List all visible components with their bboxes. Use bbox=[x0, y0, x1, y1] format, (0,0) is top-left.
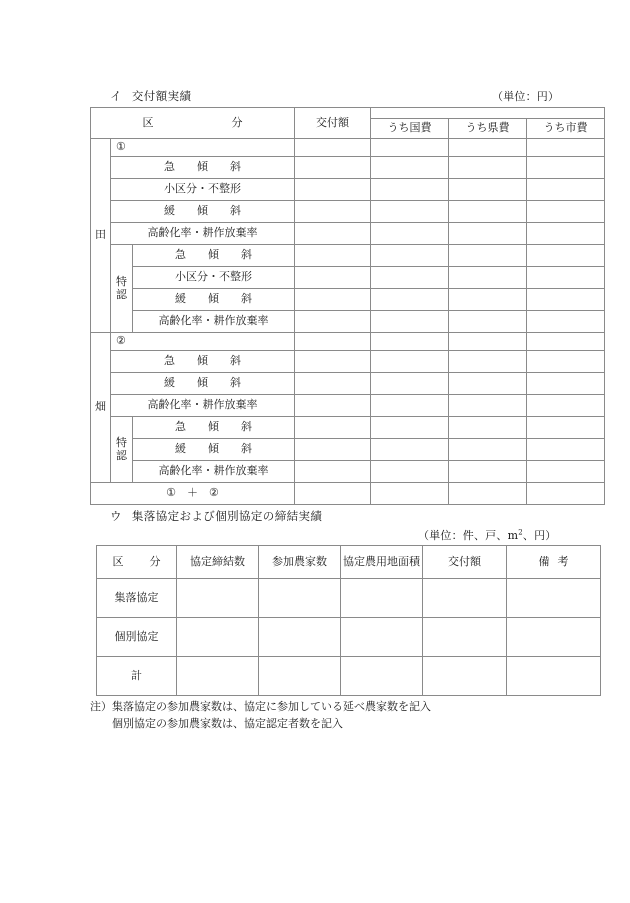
cell-nouka-su[interactable] bbox=[259, 618, 341, 657]
row-label: 高齢化率・耕作放棄率 bbox=[133, 461, 295, 483]
table-row bbox=[91, 267, 605, 289]
section-b-marker: イ bbox=[110, 89, 122, 103]
cell-kokuhi[interactable] bbox=[371, 245, 449, 267]
cell-nouka-su-total[interactable] bbox=[259, 657, 341, 696]
header-uchi-kokuhi: うち国費 bbox=[371, 119, 449, 139]
table-row bbox=[91, 461, 605, 483]
cell-kokuhi[interactable] bbox=[371, 267, 449, 289]
cell-kofu[interactable] bbox=[423, 579, 507, 618]
cell-kofu[interactable] bbox=[295, 139, 371, 157]
cell-kokuhi[interactable] bbox=[371, 311, 449, 333]
cell-kofu[interactable] bbox=[295, 333, 371, 351]
cell-kokuhi[interactable] bbox=[371, 157, 449, 179]
cell-kokuhi[interactable] bbox=[371, 223, 449, 245]
row-label: 小区分・不整形 bbox=[111, 179, 295, 201]
cell-shihi[interactable] bbox=[527, 439, 605, 461]
total-row-label: ① ＋ ② bbox=[91, 483, 295, 505]
cell-kokuhi-total[interactable] bbox=[371, 483, 449, 505]
cell-kofu[interactable] bbox=[295, 439, 371, 461]
table-row bbox=[91, 395, 605, 417]
footnote-line-2-wrapper bbox=[90, 715, 431, 732]
cell-kofu[interactable] bbox=[295, 289, 371, 311]
cell-kokuhi[interactable] bbox=[371, 395, 449, 417]
special-label-top: 特 bbox=[116, 274, 127, 288]
table-row bbox=[97, 618, 601, 657]
table-header-row-1 bbox=[91, 108, 605, 119]
cell-kokuhi[interactable] bbox=[371, 179, 449, 201]
row-label: 高齢化率・耕作放棄率 bbox=[111, 395, 295, 417]
cell-shihi[interactable] bbox=[527, 373, 605, 395]
cell-kokuhi[interactable] bbox=[371, 139, 449, 157]
section-b-unit-note: （単位：円） bbox=[492, 90, 560, 103]
special-label-ta bbox=[111, 245, 133, 333]
table-row bbox=[91, 157, 605, 179]
cell-shihi[interactable] bbox=[527, 417, 605, 439]
table-row bbox=[91, 311, 605, 333]
cell-kokuhi[interactable] bbox=[371, 289, 449, 311]
header-kofu-gaku: 交付額 bbox=[423, 546, 507, 579]
header-subsidy-spacer bbox=[371, 108, 605, 119]
row-label: 緩 傾 斜 bbox=[111, 201, 295, 223]
section-c-title: 集落協定および個別協定の締結実績 bbox=[131, 509, 323, 523]
cell-biko[interactable] bbox=[507, 579, 601, 618]
special-label-top: 特 bbox=[116, 435, 127, 449]
footnotes bbox=[90, 698, 431, 732]
cell-kenhi[interactable] bbox=[449, 311, 527, 333]
header-kubun-right: 分 bbox=[231, 115, 243, 129]
row-label: 急 傾 斜 bbox=[133, 245, 295, 267]
header-kyotei-nouyouchi-menseki: 協定農用地面積 bbox=[341, 546, 423, 579]
cell-kofu[interactable] bbox=[295, 157, 371, 179]
cell-kofu[interactable] bbox=[295, 395, 371, 417]
table-row bbox=[91, 439, 605, 461]
table-total-row bbox=[91, 483, 605, 505]
cell-kofu[interactable] bbox=[295, 351, 371, 373]
cell-kofu[interactable] bbox=[295, 179, 371, 201]
row-label: 緩 傾 斜 bbox=[133, 289, 295, 311]
table-row bbox=[91, 245, 605, 267]
header-uchi-kenhi: うち県費 bbox=[449, 119, 527, 139]
section-b-heading bbox=[110, 88, 191, 104]
cell-teiketsu-su[interactable] bbox=[177, 579, 259, 618]
cell-nouka-su[interactable] bbox=[259, 579, 341, 618]
group-label-ta: 田 bbox=[91, 139, 111, 333]
table-row bbox=[91, 417, 605, 439]
cell-kofu-total[interactable] bbox=[295, 483, 371, 505]
table-row bbox=[91, 289, 605, 311]
header-kubun-left: 区 bbox=[142, 115, 154, 129]
cell-menseki[interactable] bbox=[341, 618, 423, 657]
header-kubun: 区 分 bbox=[97, 546, 177, 579]
cell-biko[interactable] bbox=[507, 618, 601, 657]
cell-kenhi[interactable] bbox=[449, 461, 527, 483]
cell-kenhi[interactable] bbox=[449, 373, 527, 395]
table-header-row bbox=[97, 546, 601, 579]
row-label: 高齢化率・耕作放棄率 bbox=[111, 223, 295, 245]
cell-kokuhi[interactable] bbox=[371, 439, 449, 461]
cell-kofu[interactable] bbox=[295, 417, 371, 439]
cell-kokuhi[interactable] bbox=[371, 201, 449, 223]
row-label-kobetsu-kyotei: 個別協定 bbox=[97, 618, 177, 657]
cell-kofu[interactable] bbox=[295, 223, 371, 245]
table-row bbox=[91, 373, 605, 395]
cell-kenhi[interactable] bbox=[449, 245, 527, 267]
cell-kokuhi[interactable] bbox=[371, 333, 449, 351]
cell-biko-total[interactable] bbox=[507, 657, 601, 696]
row-label-total: 計 bbox=[97, 657, 177, 696]
row-label: 高齢化率・耕作放棄率 bbox=[133, 311, 295, 333]
cell-menseki-total[interactable] bbox=[341, 657, 423, 696]
cell-teiketsu-su[interactable] bbox=[177, 618, 259, 657]
cell-shihi[interactable] bbox=[527, 351, 605, 373]
cell-kenhi[interactable] bbox=[449, 267, 527, 289]
row-label: 小区分・不整形 bbox=[133, 267, 295, 289]
header-kubun bbox=[91, 108, 295, 139]
table-row bbox=[91, 139, 605, 157]
special-label-bottom: 認 bbox=[116, 287, 127, 301]
table-row bbox=[91, 223, 605, 245]
cell-shihi[interactable] bbox=[527, 201, 605, 223]
special-label-hatake bbox=[111, 417, 133, 483]
cell-kenhi[interactable] bbox=[449, 201, 527, 223]
header-kofu: 交付額 bbox=[295, 108, 371, 139]
cell-kenhi[interactable] bbox=[449, 333, 527, 351]
table-row bbox=[97, 579, 601, 618]
cell-kofu[interactable] bbox=[295, 267, 371, 289]
cell-kenhi[interactable] bbox=[449, 223, 527, 245]
row-label: 緩 傾 斜 bbox=[111, 373, 295, 395]
special-label-bottom: 認 bbox=[116, 448, 127, 462]
header-uchi-shihi: うち市費 bbox=[527, 119, 605, 139]
table-row bbox=[91, 351, 605, 373]
cell-kofu[interactable] bbox=[295, 311, 371, 333]
section-c-unit-note: （単位：件、戸、$m^2$、円） bbox=[418, 528, 557, 542]
cell-kenhi-total[interactable] bbox=[449, 483, 527, 505]
cell-shihi[interactable] bbox=[527, 179, 605, 201]
section-c-heading bbox=[110, 508, 322, 524]
cell-kokuhi[interactable] bbox=[371, 373, 449, 395]
table-row bbox=[91, 201, 605, 223]
cell-kenhi[interactable] bbox=[449, 439, 527, 461]
row-label: 急 傾 斜 bbox=[133, 417, 295, 439]
cell-kenhi[interactable] bbox=[449, 289, 527, 311]
cell-shihi[interactable] bbox=[527, 333, 605, 351]
cell-kenhi[interactable] bbox=[449, 351, 527, 373]
section-c-marker: ウ bbox=[110, 509, 122, 523]
cell-shihi[interactable] bbox=[527, 245, 605, 267]
row-label: 急 傾 斜 bbox=[111, 157, 295, 179]
cell-shihi[interactable] bbox=[527, 289, 605, 311]
section-b-title: 交付額実績 bbox=[131, 89, 192, 103]
cell-shihi[interactable] bbox=[527, 461, 605, 483]
header-kyotei-teiketsu-su: 協定締結数 bbox=[177, 546, 259, 579]
cell-kenhi[interactable] bbox=[449, 139, 527, 157]
cell-shihi-total[interactable] bbox=[527, 483, 605, 505]
footnote-line-1: 注）集落協定の参加農家数は、協定に参加している延べ農家数を記入 bbox=[90, 700, 431, 713]
cell-kenhi[interactable] bbox=[449, 417, 527, 439]
header-sanka-nouka-su: 参加農家数 bbox=[259, 546, 341, 579]
group-number-1: ① bbox=[111, 139, 295, 157]
cell-kofu[interactable] bbox=[423, 618, 507, 657]
cell-teiketsu-su-total[interactable] bbox=[177, 657, 259, 696]
group-label-hatake: 畑 bbox=[91, 333, 111, 483]
cell-kofu[interactable] bbox=[295, 373, 371, 395]
cell-kokuhi[interactable] bbox=[371, 351, 449, 373]
agreement-table bbox=[96, 545, 601, 696]
cell-kokuhi[interactable] bbox=[371, 461, 449, 483]
header-biko: 備 考 bbox=[507, 546, 601, 579]
row-label-shuraku-kyotei: 集落協定 bbox=[97, 579, 177, 618]
cell-kenhi[interactable] bbox=[449, 179, 527, 201]
cell-shihi[interactable] bbox=[527, 157, 605, 179]
table-row bbox=[91, 333, 605, 351]
cell-shihi[interactable] bbox=[527, 311, 605, 333]
cell-kofu-total[interactable] bbox=[423, 657, 507, 696]
cell-kofu[interactable] bbox=[295, 461, 371, 483]
cell-shihi[interactable] bbox=[527, 395, 605, 417]
cell-shihi[interactable] bbox=[527, 267, 605, 289]
cell-kokuhi[interactable] bbox=[371, 417, 449, 439]
cell-shihi[interactable] bbox=[527, 223, 605, 245]
table-row bbox=[91, 179, 605, 201]
table-total-row bbox=[97, 657, 601, 696]
row-label: 急 傾 斜 bbox=[111, 351, 295, 373]
cell-shihi[interactable] bbox=[527, 139, 605, 157]
kofu-amount-table bbox=[90, 107, 605, 505]
cell-kofu[interactable] bbox=[295, 201, 371, 223]
cell-kenhi[interactable] bbox=[449, 157, 527, 179]
cell-kenhi[interactable] bbox=[449, 395, 527, 417]
group-number-2: ② bbox=[111, 333, 295, 351]
row-label: 緩 傾 斜 bbox=[133, 439, 295, 461]
cell-menseki[interactable] bbox=[341, 579, 423, 618]
cell-kofu[interactable] bbox=[295, 245, 371, 267]
footnote-line-2: 個別協定の参加農家数は、協定認定者数を記入 bbox=[112, 717, 343, 731]
